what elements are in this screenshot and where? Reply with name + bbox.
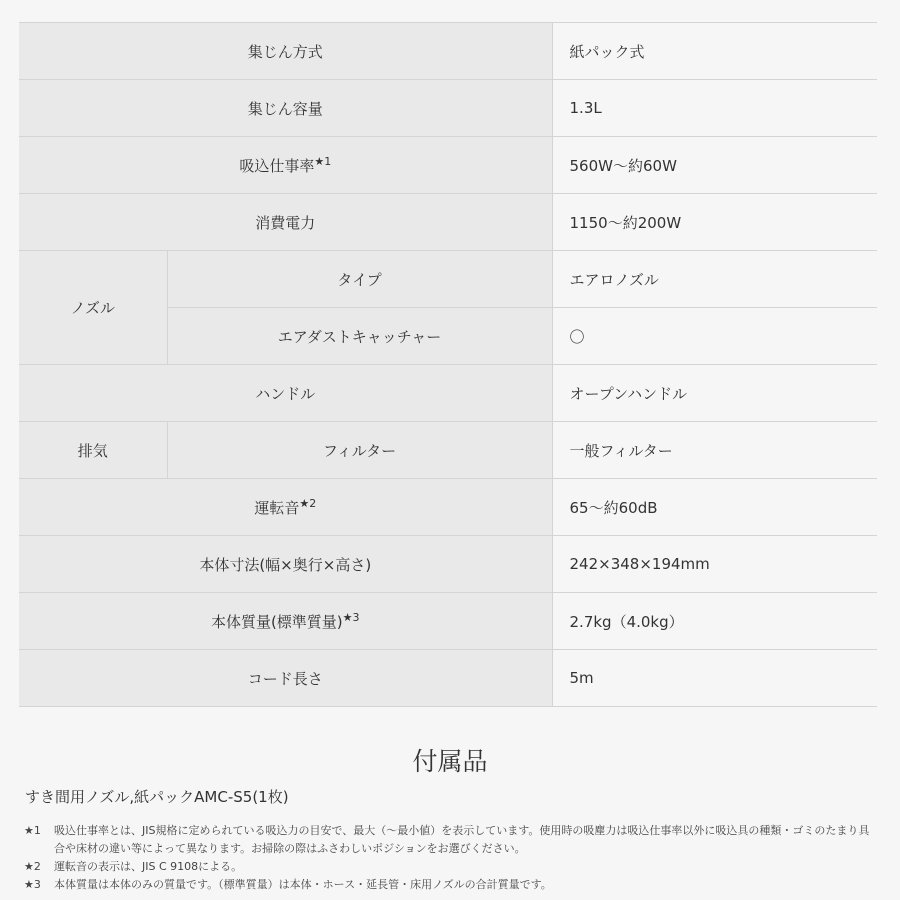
footnote [24, 858, 880, 876]
table-row [19, 536, 877, 593]
table-row [19, 593, 877, 650]
spec-label: フィルター [167, 422, 552, 479]
footnote-text: 本体質量は本体のみの質量です。（標準質量）は本体・ホース・延長管・床用ノズルの合計質量です。 [54, 878, 552, 891]
table-row [19, 194, 877, 251]
footnote-marker: ★3 [342, 610, 360, 624]
spec-value: 560W〜約60W [552, 137, 877, 194]
table-row [19, 23, 877, 80]
spec-value: 1150〜約200W [552, 194, 877, 251]
table-row [19, 80, 877, 137]
footnote-marker: ★1 [314, 154, 332, 168]
spec-label: コード長さ [19, 650, 552, 707]
spec-value: 65〜約60dB [552, 479, 877, 536]
spec-label: エアダストキャッチャー [167, 308, 552, 365]
spec-value: 2.7kg（4.0kg） [552, 593, 877, 650]
spec-label: 本体寸法(幅×奥行×高さ) [19, 536, 552, 593]
spec-value: 紙パック式 [552, 23, 877, 80]
accessories-list: すき間用ノズル,紙パックAMC-S5(1枚) [25, 788, 289, 806]
table-row [19, 251, 877, 308]
spec-value: オープンハンドル [552, 365, 877, 422]
footnote-mark: ★2 [24, 860, 41, 873]
spec-label: 本体質量(標準質量) [210, 612, 343, 631]
footnote-mark: ★3 [24, 878, 41, 891]
footnotes [24, 822, 880, 894]
footnote-mark: ★1 [24, 824, 41, 837]
spec-value: エアロノズル [552, 251, 877, 308]
spec-label: 消費電力 [19, 194, 552, 251]
group-label-exhaust: 排気 [19, 422, 167, 479]
spec-label: 運転音 [254, 498, 300, 517]
spec-label: ハンドル [19, 365, 552, 422]
footnote [24, 876, 880, 894]
accessories-heading: 付属品 [412, 747, 488, 776]
spec-label: 集じん方式 [19, 23, 552, 80]
spec-value: 5m [552, 650, 877, 707]
spec-label-cell [19, 137, 552, 194]
spec-value: 一般フィルター [552, 422, 877, 479]
spec-label: 吸込仕事率 [239, 156, 315, 175]
table-row [19, 422, 877, 479]
spec-value: 242×348×194mm [552, 536, 877, 593]
table-row [19, 365, 877, 422]
spec-label: タイプ [167, 251, 552, 308]
footnote [24, 822, 880, 858]
footnote-text: 吸込仕事率とは、JIS規格に定められている吸込力の目安で、最大（〜最小値）を表示しています。使用時の吸塵力は吸込仕事率以外に吸込具の種類・ゴミのたまり具合や床材の違い等によって異なります。お掃除の際はふさわしいポジションをお選びください。 [54, 824, 870, 855]
spec-label-cell [19, 593, 552, 650]
table-row [19, 650, 877, 707]
spec-table [19, 22, 877, 707]
spec-value: 〇 [552, 308, 877, 365]
footnote-text: 運転音の表示は、JIS C 9108による。 [54, 860, 243, 873]
table-row [19, 479, 877, 536]
spec-label: 集じん容量 [19, 80, 552, 137]
group-label-nozzle: ノズル [19, 251, 167, 365]
footnote-marker: ★2 [299, 496, 317, 510]
spec-label-cell [19, 479, 552, 536]
table-row [19, 137, 877, 194]
spec-value: 1.3L [552, 80, 877, 137]
